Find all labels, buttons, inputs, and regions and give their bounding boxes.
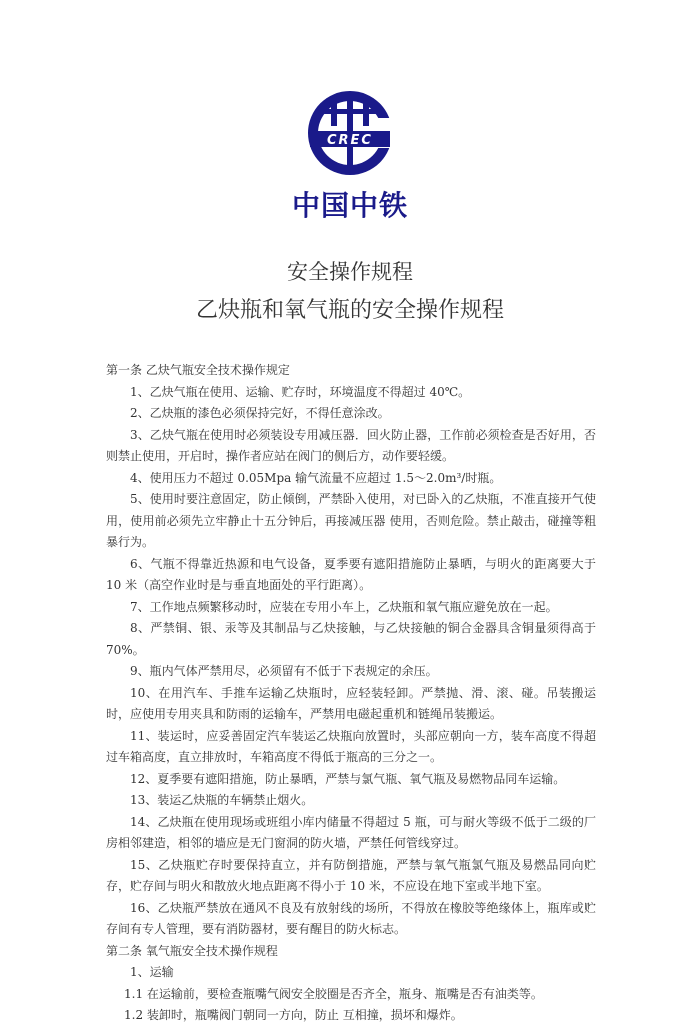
page-title: 安全操作规程 [287, 260, 413, 284]
list-item: 6、气瓶不得靠近热源和电气设备，夏季要有遮阳措施防止暴晒，与明火的距离要大于 10 米（高空作业时是与垂直地面处的平行距离）。 [106, 556, 596, 592]
list-item: 1.1 在运输前，要检查瓶嘴气阀安全胶圈是否齐全，瓶身、瓶嘴是否有油类等。 [124, 986, 543, 1001]
list-item: 16、乙炔瓶严禁放在通风不良及有放射线的场所，不得放在橡胶等绝缘体上，瓶库或贮存间有专人管理，要有消防器材，要有醒目的防火标志。 [106, 900, 596, 936]
list-item: 5、使用时要注意固定，防止倾倒，严禁卧入使用，对已卧入的乙炔瓶，不准直接开气使用，使用前必须先立牢静止十五分钟后，再接减压器 使用，否则危险。禁止敲击，碰撞等粗暴行为。 [106, 492, 596, 549]
list-item: 4、使用压力不超过 0.05Mpa 输气流量不应超过 1.5～2.0m³/时瓶。 [130, 470, 502, 485]
list-item: 3、乙炔气瓶在使用时必须装设专用减压器．回火防止器，工作前必须检查是否好用，否则禁止使用，开启时，操作者应站在阀门的侧后方，动作要轻缓。 [106, 427, 596, 463]
section-heading: 第二条 氧气瓶安全技术操作规程 [106, 943, 278, 958]
list-item: 8、严禁铜、银、汞等及其制品与乙炔接触，与乙炔接触的铜合金器具含铜量须得高于 70%。 [106, 621, 596, 657]
list-item: 11、装运时，应妥善固定汽车装运乙炔瓶向放置时，头部应朝向一方，装车高度不得超过车箱高度，直立排放时，车箱高度不得低于瓶高的三分之一。 [106, 728, 596, 764]
document-body [106, 360, 596, 1027]
crec-logo-icon [302, 88, 398, 178]
sub-heading: 1、运输 [130, 965, 174, 979]
list-item: 10、在用汽车、手推车运输乙炔瓶时，应轻装轻卸。严禁抛、滑、滚、碰。吊装搬运时，应使用专用夹具和防雨的运输车，严禁用电磁起重机和链绳吊装搬运。 [106, 685, 596, 721]
list-item: 7、工作地点频繁移动时，应装在专用小车上，乙炔瓶和氧气瓶应避免放在一起。 [130, 599, 558, 614]
list-item: 1、乙炔气瓶在使用、运输、贮存时，环境温度不得超过 40℃。 [130, 384, 471, 399]
list-item: 2、乙炔瓶的漆色必须保持完好，不得任意涂改。 [130, 406, 390, 420]
list-item: 1.2 装卸时，瓶嘴阀门朝同一方向，防止 互相撞，损坏和爆炸。 [124, 1008, 463, 1022]
company-logo [0, 88, 700, 224]
list-item: 12、夏季要有遮阳措施，防止暴晒，严禁与氯气瓶、氧气瓶及易燃物品同车运输。 [130, 771, 566, 786]
section-heading: 第一条 乙炔气瓶安全技术操作规定 [106, 363, 290, 377]
list-item: 14、乙炔瓶在使用现场或班组小库内储量不得超过 5 瓶，可与耐火等级不低于二级的厂房相邻建造，相邻的墙应是无门窗洞的防火墙，严禁任何管线穿过。 [106, 814, 596, 850]
logo-lettering: CREC [327, 133, 373, 148]
list-item: 13、装运乙炔瓶的车辆禁止烟火。 [130, 793, 314, 807]
list-item: 9、瓶内气体严禁用尽，必须留有不低于下表规定的余压。 [130, 664, 438, 678]
list-item: 15、乙炔瓶贮存时要保持直立，并有防倒措施，严禁与氧气瓶氯气瓶及易燃品同向贮存，贮存间与明火和散放火地点距离不得小于 10 米，不应设在地下室或半地下室。 [106, 857, 596, 893]
company-name: 中国中铁 [291, 189, 408, 222]
document-subtitle: 乙炔瓶和氧气瓶的安全操作规程 [195, 298, 504, 323]
